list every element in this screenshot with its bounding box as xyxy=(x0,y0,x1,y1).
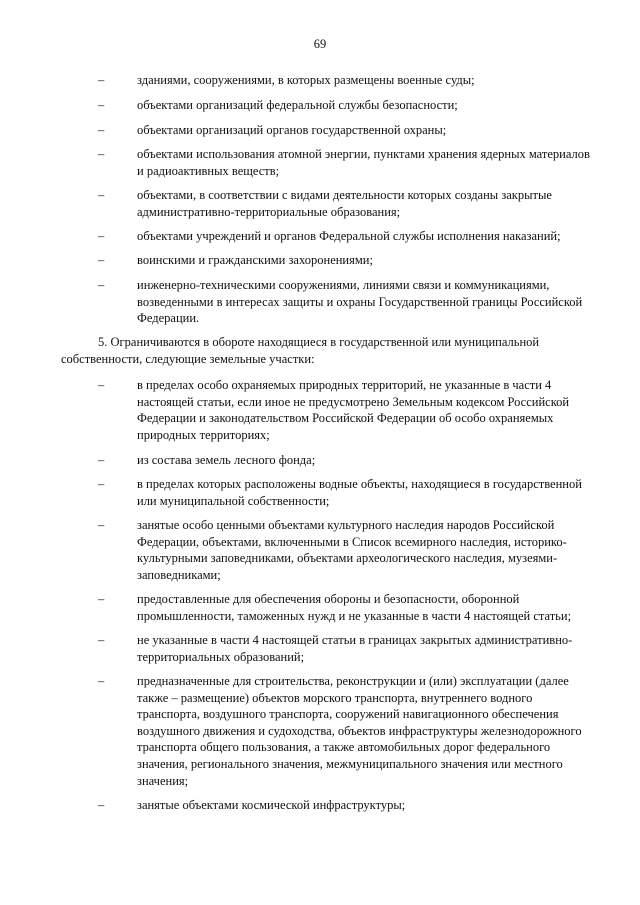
list-dash: – xyxy=(98,278,105,292)
list-dash: – xyxy=(98,123,105,137)
list-item-text: предоставленные для обеспечения обороны и безопасности, оборонной промышленности, таможенных нужд и не указанные в части 4 настоящей статьи; xyxy=(137,592,572,623)
list-dash: – xyxy=(98,798,105,812)
list-item-text: объектами, в соответствии с видами деятельности которых созданы закрытые административно-территориальные образования; xyxy=(137,188,552,219)
list-dash: – xyxy=(98,147,105,161)
list-item-text: объектами организаций органов государственной охраны; xyxy=(137,123,447,137)
paragraph-5-line2: собственности, следующие земельные участки: xyxy=(61,352,315,366)
list-item-text: объектами организаций федеральной службы безопасности; xyxy=(137,98,458,112)
list-item-text: в пределах особо охраняемых природных территорий, не указанные в части 4 настоящей статьи, если иное не предусмотрено Земельным кодексом Российской Федерации и законодательством Российской Федерации об особо охраняемых природных территориях; xyxy=(137,378,570,442)
list-item-text: из состава земель лесного фонда; xyxy=(137,453,316,467)
list-item-text: объектами использования атомной энергии, пунктами хранения ядерных материалов и радиоактивных веществ; xyxy=(137,147,590,178)
list-dash: – xyxy=(98,477,105,491)
list-item-text: занятые особо ценными объектами культурного наследия народов Российской Федерации, объектами, включенными в Список всемирного наследия, историко- культурными заповедниками, объектами археологического наследия, музеями- заповедниками; xyxy=(137,518,567,582)
list-dash: – xyxy=(98,633,105,647)
list-dash: – xyxy=(98,674,105,688)
list-item-text: в пределах которых расположены водные объекты, находящиеся в государственной или муниципальной собственности; xyxy=(137,477,582,508)
list-dash: – xyxy=(98,592,105,606)
list-dash: – xyxy=(98,188,105,202)
list-dash: – xyxy=(98,378,105,392)
list-item-text: инженерно-техническими сооружениями, линиями связи и коммуникациями, возведенными в интересах защиты и охраны Государственной границы Российской Федерации. xyxy=(137,278,583,326)
list-item-text: воинскими и гражданскими захоронениями; xyxy=(137,253,373,267)
list-dash: – xyxy=(98,453,105,467)
list-dash: – xyxy=(98,229,105,243)
list-dash: – xyxy=(98,253,105,267)
list-item-text: занятые объектами космической инфраструктуры; xyxy=(137,798,406,812)
page-number: 69 xyxy=(313,37,327,51)
paragraph-5-line1: 5. Ограничиваются в обороте находящиеся в государственной или муниципальной xyxy=(98,335,540,349)
list-dash: – xyxy=(98,73,105,87)
list-dash: – xyxy=(98,98,105,112)
paragraph-5 xyxy=(96,334,610,351)
list-item-text: предназначенные для строительства, реконструкции и (или) эксплуатации (далее также – размещение) объектов морского транспорта, внутреннего водного транспорта, воздушного транспорта, сооружений навигационного обеспечения воздушного движения и судоходства, объектов инфраструктуры железнодорожного транспорта общего пользования, а также автомобильных дорог федерального значения, регионального значения, межмуниципального значения или местного значения; xyxy=(137,674,582,788)
list-item-text: не указанные в части 4 настоящей статьи в границах закрытых административно- территориальных образований; xyxy=(137,633,573,664)
list-dash: – xyxy=(98,518,105,532)
list-item-text: зданиями, сооружениями, в которых размещены военные суды; xyxy=(137,73,475,87)
list-item-text: объектами учреждений и органов Федеральной службы исполнения наказаний; xyxy=(137,229,561,243)
